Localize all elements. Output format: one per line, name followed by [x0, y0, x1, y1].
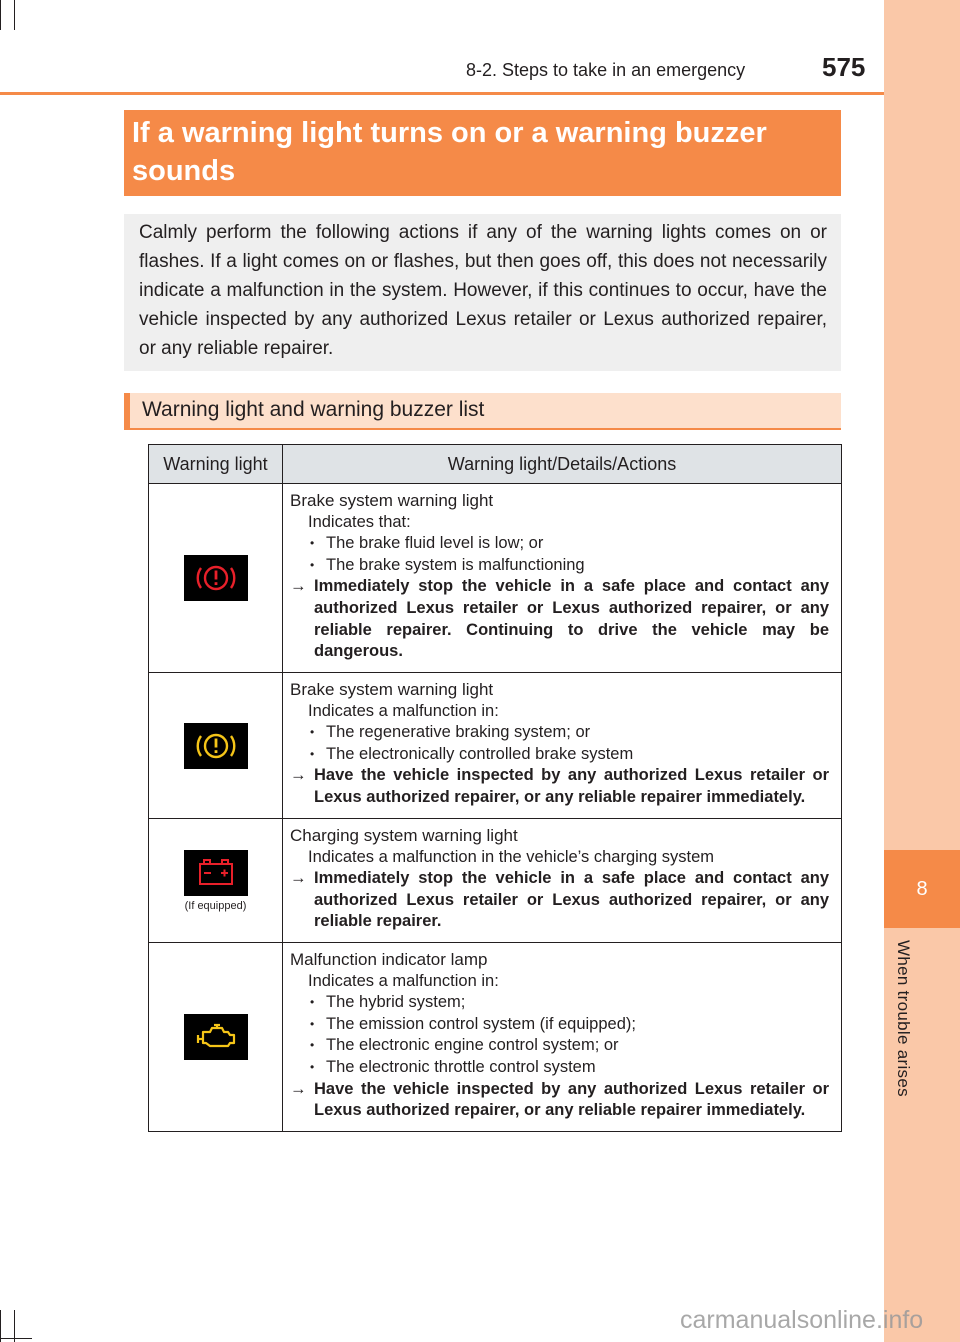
intro-text: Calmly perform the following actions if any of the warning lights comes on or flashes. If a light comes on or flashes, but then goes off, this does not necessarily indicate a malfunction in the system. However, if this continues to occur, have the vehicle inspected by any authorized Lexus retailer or Lexus authorized repairer, or any reliable repairer.	[139, 222, 827, 359]
watermark: carmanualsonline.info	[680, 1306, 924, 1334]
table-header-row	[149, 445, 842, 484]
light-intro: Indicates a malfunction in:	[308, 701, 499, 720]
list-item: • The regenerative braking system; or	[290, 722, 829, 744]
light-title: Brake system warning light	[290, 680, 494, 699]
warning-light-table	[148, 444, 842, 1132]
brake-warning-yellow-icon	[184, 723, 248, 769]
page-title-line: sounds	[132, 155, 236, 187]
column-header-details: Warning light/Details/Actions	[283, 445, 842, 484]
chapter-side-tab	[884, 0, 960, 1342]
intro-box	[124, 214, 841, 371]
list-item: • The electronic engine control system; or	[290, 1035, 829, 1057]
subheading: Warning light and warning buzzer list	[124, 393, 841, 430]
action-text: → Immediately stop the vehicle in a safe place and contact any authorized Lexus retailer or Lexus authorized repairer, or any reliable repairer. Continuing to drive the vehicle may be dangerous.	[290, 577, 829, 661]
details-cell	[283, 819, 842, 943]
brake-warning-red-icon	[184, 555, 248, 601]
action-text: → Have the vehicle inspected by any authorized Lexus retailer or Lexus authorized repairer, or any reliable repairer immediately.	[290, 1079, 829, 1120]
if-equipped-note: (If equipped)	[184, 899, 247, 912]
header-rule	[0, 92, 884, 95]
list-item: • The hybrid system;	[290, 992, 829, 1014]
engine-yellow-icon	[184, 1014, 248, 1060]
page-title-line: If a warning light turns on or a warning buzzer	[132, 117, 767, 149]
list-item: • The emission control system (if equipped);	[290, 1014, 829, 1036]
section-heading: 8-2. Steps to take in an emergency	[466, 60, 746, 80]
arrow-icon: →	[290, 869, 307, 888]
action-text: → Immediately stop the vehicle in a safe place and contact any authorized Lexus retailer or Lexus authorized repairer, or any reliable repairer.	[290, 869, 829, 931]
column-header-warning-light: Warning light	[149, 445, 283, 484]
list-item: • The brake fluid level is low; or	[290, 533, 829, 555]
details-cell	[283, 943, 842, 1132]
arrow-icon: →	[290, 577, 307, 596]
crop-mark	[0, 1338, 32, 1339]
arrow-icon: →	[290, 1079, 307, 1098]
crop-mark	[14, 0, 15, 30]
light-intro: Indicates a malfunction in the vehicle’s charging system	[308, 847, 714, 866]
icon-cell	[149, 673, 283, 819]
page-title	[124, 110, 841, 196]
chapter-label: When trouble arises	[894, 940, 913, 1097]
list-item: • The electronically controlled brake system	[290, 744, 829, 766]
light-title: Brake system warning light	[290, 491, 494, 510]
table-row	[149, 484, 842, 673]
crop-mark	[0, 0, 1, 30]
page-number: 575	[822, 52, 866, 82]
icon-cell	[149, 819, 283, 943]
table-row	[149, 819, 842, 943]
light-intro: Indicates that:	[308, 512, 411, 531]
list-item: • The brake system is malfunctioning	[290, 555, 829, 577]
table-row	[149, 943, 842, 1132]
light-intro: Indicates a malfunction in:	[308, 971, 499, 990]
details-cell	[283, 484, 842, 673]
table-row	[149, 673, 842, 819]
icon-cell	[149, 943, 283, 1132]
action-text: → Have the vehicle inspected by any authorized Lexus retailer or Lexus authorized repairer, or any reliable repairer immediately.	[290, 766, 829, 806]
list-item: • The electronic throttle control system	[290, 1057, 829, 1079]
battery-red-icon	[184, 850, 248, 896]
details-cell	[283, 673, 842, 819]
light-title: Malfunction indicator lamp	[290, 950, 488, 969]
chapter-number: 8	[884, 850, 960, 928]
light-title: Charging system warning light	[290, 826, 518, 845]
icon-cell	[149, 484, 283, 673]
arrow-icon: →	[290, 766, 307, 785]
